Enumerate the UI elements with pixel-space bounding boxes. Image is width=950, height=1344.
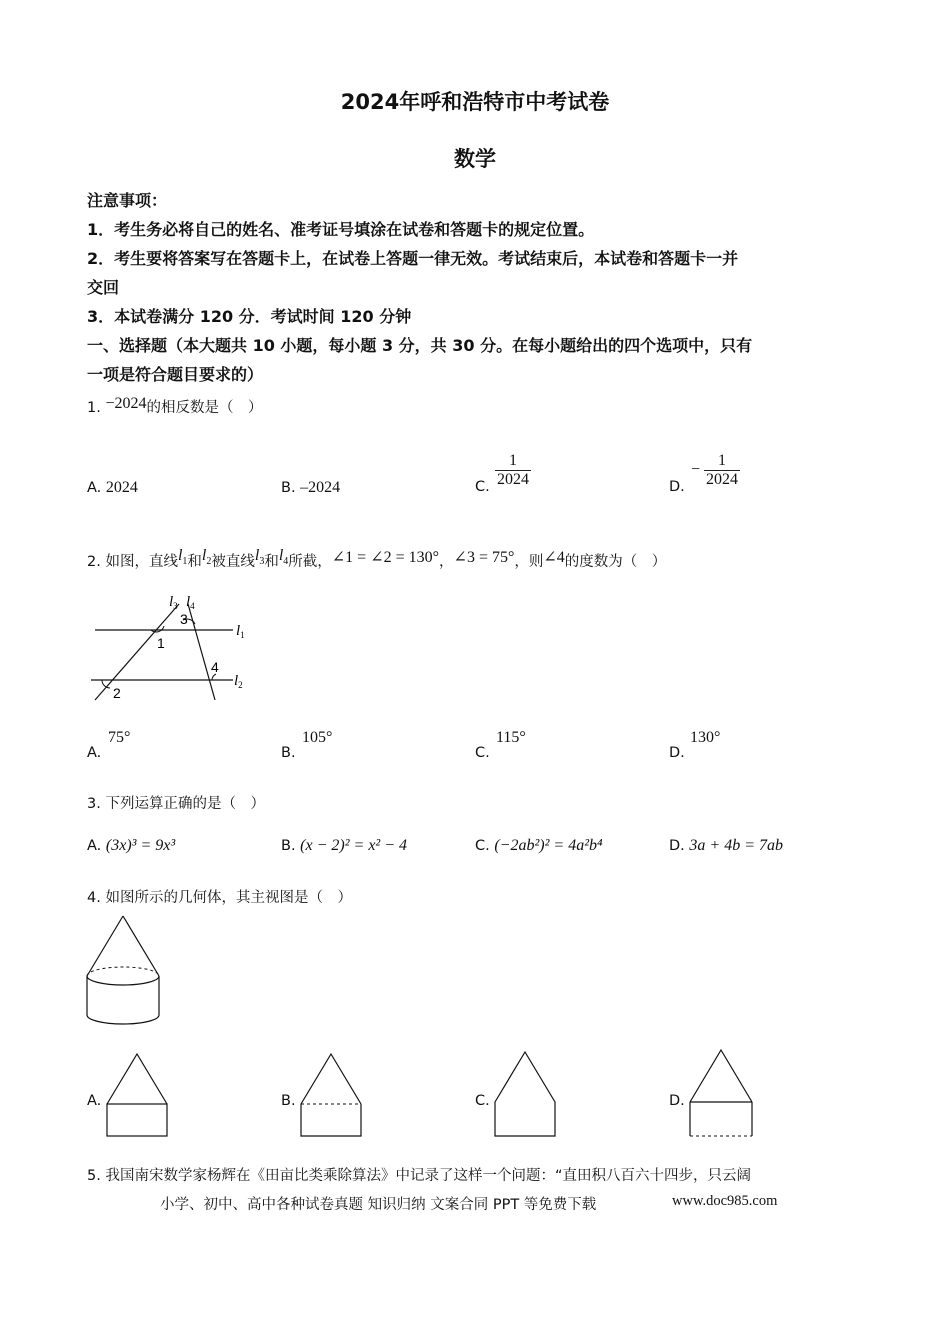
subject-title: 数学 <box>454 147 496 171</box>
q2-l4: l <box>278 547 284 564</box>
q3-c-label: C. <box>475 838 490 854</box>
q1-a-value: 2024 <box>105 479 138 496</box>
q1-option-a <box>87 479 138 497</box>
q3-a-label: A. <box>87 838 102 854</box>
q2-a-label: A. <box>87 745 102 761</box>
q2-l1: l <box>177 547 183 564</box>
cone-left-edge <box>87 916 123 976</box>
q2-d-label: D. <box>669 745 685 761</box>
q2-a-value: 75° <box>108 729 131 746</box>
q2-text-4: ，则 <box>514 554 544 570</box>
q1-d-label: D. <box>669 479 685 495</box>
q3-option-b <box>281 837 407 855</box>
q2-stem <box>87 547 667 573</box>
fig-label-3: 3 <box>180 611 188 627</box>
q3-option-c <box>475 837 603 855</box>
q1-d-denominator: 2024 <box>706 471 738 488</box>
q2-condition-1: ∠1 = ∠2 = 130° <box>331 549 440 566</box>
q2-l1-sub: 1 <box>182 556 188 568</box>
q2-b-label: B. <box>281 745 296 761</box>
q3-option-d <box>669 837 783 855</box>
q3-option-a <box>87 837 175 855</box>
q3-b-label: B. <box>281 838 296 854</box>
top-ellipse-front <box>87 976 159 985</box>
q2-comma: ， <box>439 554 454 570</box>
q5-stem: 5. 我国南宋数学家杨辉在《田亩比类乘除算法》中记录了这样一个问题：“直田积八百六十四步，只云阔 <box>87 1168 751 1184</box>
q1-math: −2024 <box>105 395 147 412</box>
q1-b-value: –2024 <box>300 479 341 496</box>
q4-b-label: B. <box>281 1093 296 1109</box>
q4-option-d-figure <box>688 1048 754 1138</box>
q3-d-value: 3a + 4b = 7ab <box>689 837 783 854</box>
q2-text-1: 2. 如图，直线 <box>87 554 178 570</box>
q2-l2-sub: 2 <box>206 556 212 568</box>
q2-text-5: 的度数为（ ） <box>564 554 667 570</box>
fig-label-2: 2 <box>113 685 121 701</box>
q3-a-value: (3x)³ = 9x³ <box>105 837 176 854</box>
q2-d-value: 130° <box>690 729 721 746</box>
fig-label-l2: $l_2$ <box>234 673 243 690</box>
note-item-1: 1．考生务必将自己的姓名、准考证号填涂在试卷和答题卡的规定位置。 <box>87 220 595 239</box>
q3-stem: 3. 下列运算正确的是（ ） <box>87 796 265 812</box>
q4-c-label: C. <box>475 1093 490 1109</box>
q1-number: 1. <box>87 400 101 416</box>
q1-c-denominator: 2024 <box>497 471 529 488</box>
q2-c-label: C. <box>475 745 490 761</box>
q2-he-1: 和 <box>187 554 202 570</box>
q1-option-b <box>281 479 340 497</box>
note-item-2-line2: 交回 <box>87 278 120 297</box>
fig-label-l4: $l_4$ <box>186 594 195 611</box>
q3-d-label: D. <box>669 838 685 854</box>
q1-c-fraction <box>495 452 531 489</box>
q2-l3-sub: 3 <box>259 556 265 568</box>
q4-a-label: A. <box>87 1093 102 1109</box>
section-heading-line1: 一、选择题（本大题共 10 小题，每小题 3 分，共 30 分。在每小题给出的四个选项中，只有 <box>87 336 753 355</box>
exam-title: 2024年呼和浩特市中考试卷 <box>340 90 610 114</box>
q2-he-2: 和 <box>264 554 279 570</box>
q2-l3: l <box>254 547 260 564</box>
fig-label-l1: $l_1$ <box>236 623 245 640</box>
q1-a-label: A. <box>87 480 102 496</box>
q2-b-value: 105° <box>302 729 333 746</box>
q1-stem <box>87 396 262 417</box>
q4-option-b-figure <box>299 1052 363 1138</box>
q3-b-value: (x − 2)² = x² − 4 <box>300 837 408 854</box>
q1-text: 的相反数是（ ） <box>146 400 263 416</box>
section-heading-line2: 一项是符合题目要求的） <box>87 365 264 384</box>
bottom-ellipse-front <box>87 1015 159 1024</box>
fig-label-1: 1 <box>157 635 165 651</box>
q4-option-c-figure <box>493 1050 557 1138</box>
q1-c-numerator: 1 <box>509 452 517 469</box>
footer-url[interactable]: www.doc985.com <box>672 1193 778 1209</box>
q2-parallel-lines-figure <box>85 588 260 710</box>
q1-d-fraction <box>704 452 740 489</box>
q2-condition-2: ∠3 = 75° <box>453 549 515 566</box>
q2-text-2: 被直线 <box>211 554 255 570</box>
q2-l2: l <box>201 547 207 564</box>
q4-stem: 4. 如图所示的几何体，其主视图是（ ） <box>87 890 352 906</box>
line-l4 <box>188 604 215 700</box>
q1-d-sign: − <box>691 461 701 478</box>
footer-text: 小学、初中、高中各种试卷真题 知识归纳 文案合同 PPT 等免费下载 <box>160 1197 597 1213</box>
q3-c-value: (−2ab²)² = 4a²b⁴ <box>494 837 603 854</box>
q1-d-numerator: 1 <box>718 452 726 469</box>
top-ellipse-back <box>87 967 159 976</box>
q4-solid-figure <box>80 912 170 1026</box>
q1-c-label: C. <box>475 479 490 495</box>
fig-label-l3: $l_3$ <box>169 594 178 611</box>
q1-b-label: B. <box>281 480 296 496</box>
q2-l4-sub: 4 <box>283 556 289 568</box>
q4-option-a-figure <box>105 1052 169 1138</box>
q2-text-3: 所截， <box>288 554 332 570</box>
notes-heading: 注意事项： <box>87 191 168 210</box>
q2-c-value: 115° <box>496 729 526 746</box>
note-item-3: 3．本试卷满分 120 分．考试时间 120 分钟 <box>87 307 412 326</box>
note-item-2-line1: 2．考生要将答案写在答题卡上，在试卷上答题一律无效。考试结束后，本试卷和答题卡一并 <box>87 249 739 268</box>
line-l3 <box>95 604 179 700</box>
q2-angle-4: ∠4 <box>543 549 565 566</box>
q4-d-label: D. <box>669 1093 685 1109</box>
fig-label-4: 4 <box>211 659 219 675</box>
